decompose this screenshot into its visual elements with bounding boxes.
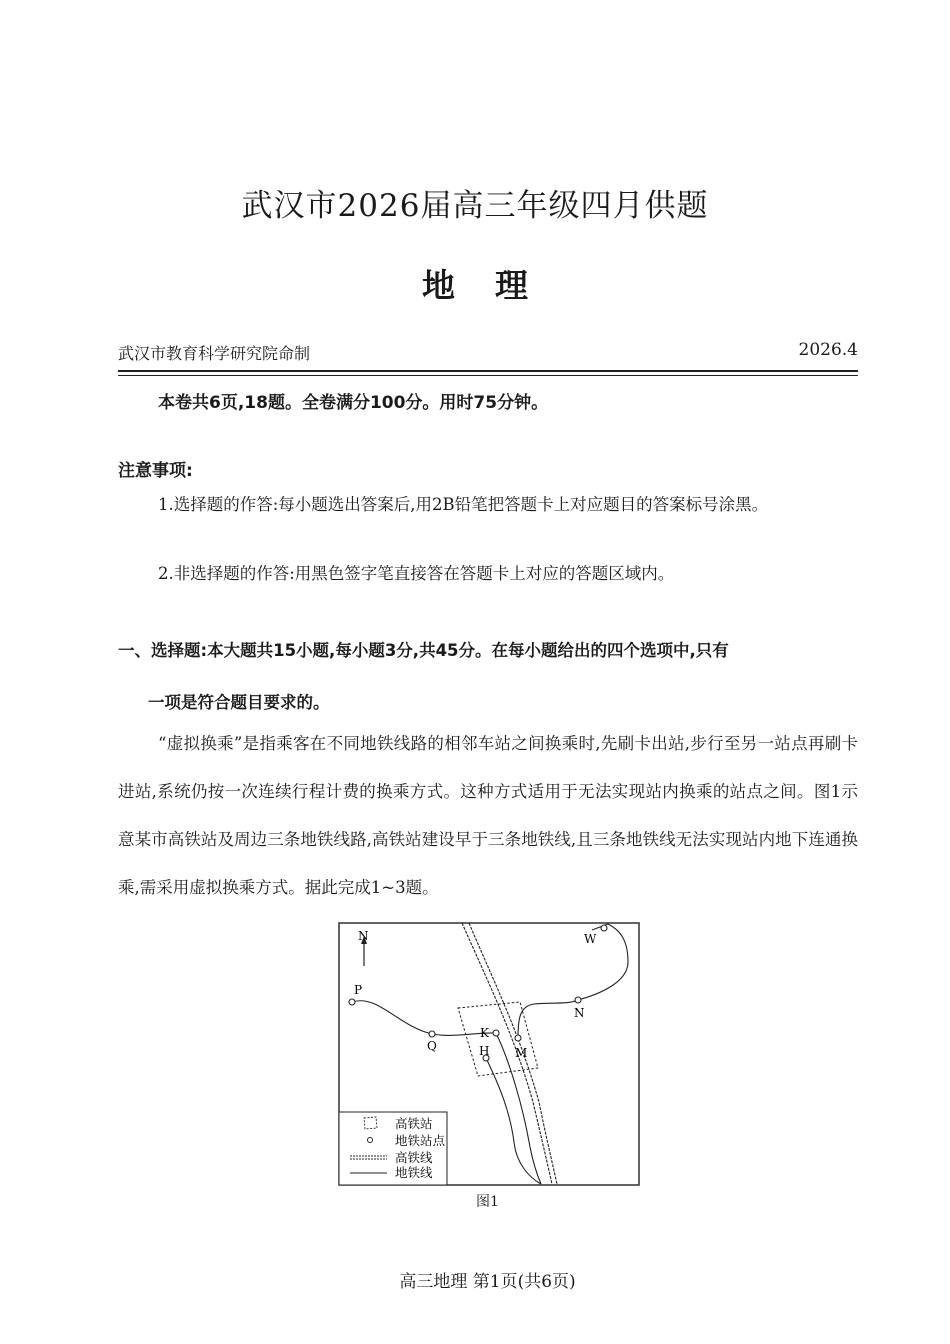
- metro-line-h: [486, 1058, 541, 1184]
- legend-metro-line: 地铁线: [395, 1165, 433, 1180]
- hsr-station-box: [458, 1002, 538, 1076]
- metro-line-mnw: [518, 924, 628, 1038]
- subject-title: 地理: [422, 266, 568, 305]
- legend-metro-station-icon: [368, 1138, 373, 1143]
- metro-station-n: [575, 997, 581, 1003]
- exam-title: 武汉市2026届高三年级四月供题: [241, 188, 709, 224]
- metro-station-p: [349, 999, 355, 1005]
- metro-station-w: [601, 925, 607, 931]
- legend-metro-station: 地铁站点: [395, 1133, 446, 1148]
- metro-station-m: [515, 1035, 521, 1041]
- exam-info: 本卷共6页,18题。全卷满分100分。用时75分钟。: [158, 393, 549, 413]
- header-divider: [118, 370, 858, 372]
- notice-heading: 注意事项:: [118, 461, 193, 481]
- metro-station-q: [429, 1031, 435, 1037]
- notice-item-1: 1.选择题的作答:每小题选出答案后,用2B铅笔把答题卡上对应题目的答案标号涂黑。: [158, 495, 769, 514]
- station-label-h: H: [479, 1044, 490, 1058]
- header-divider-thin: [118, 375, 858, 376]
- legend-hsr-line: 高铁线: [395, 1150, 433, 1165]
- metro-station-k: [493, 1030, 499, 1036]
- station-label-n: N: [574, 1006, 585, 1020]
- station-label-k: K: [480, 1026, 489, 1040]
- north-label: N: [358, 929, 369, 943]
- station-label-m: M: [515, 1046, 528, 1060]
- section-heading-line1: 一、选择题:本大题共15小题,每小题3分,共45分。在每小题给出的四个选项中,只有: [118, 641, 729, 660]
- notice-item-2: 2.非选择题的作答:用黑色签字笔直接答在答题卡上对应的答题区域内。: [158, 564, 675, 583]
- station-label-w: W: [584, 932, 597, 946]
- legend-hsr-station: 高铁站: [395, 1116, 433, 1131]
- page-footer: 高三地理 第1页(共6页): [399, 1272, 576, 1292]
- figure-caption: 图1: [476, 1194, 499, 1210]
- hsr-line: [462, 923, 552, 1184]
- exam-date: 2026.4: [798, 340, 858, 360]
- section-heading-line2: 一项是符合题目要求的。: [148, 693, 330, 712]
- publisher: 武汉市教育科学研究院命制: [118, 344, 311, 363]
- question-stem: “虚拟换乘”是指乘客在不同地铁线路的相邻车站之间换乘时,先刷卡出站,步行至另一站点再刷卡进站,系统仍按一次连续行程计费的换乘方式。这种方式适用于无法实现站内换乘的站点之间。图1示意某市高铁站及周边三条地铁线路,高铁站建设早于三条地铁线,且三条地铁线无法实现站内地下连通换乘,需采用虚拟换乘方式。据此完成1~3题。: [118, 734, 858, 897]
- figure-1-map: [338, 922, 640, 1187]
- station-label-p: P: [354, 983, 363, 997]
- station-label-q: Q: [427, 1039, 437, 1053]
- section-heading: [118, 625, 858, 729]
